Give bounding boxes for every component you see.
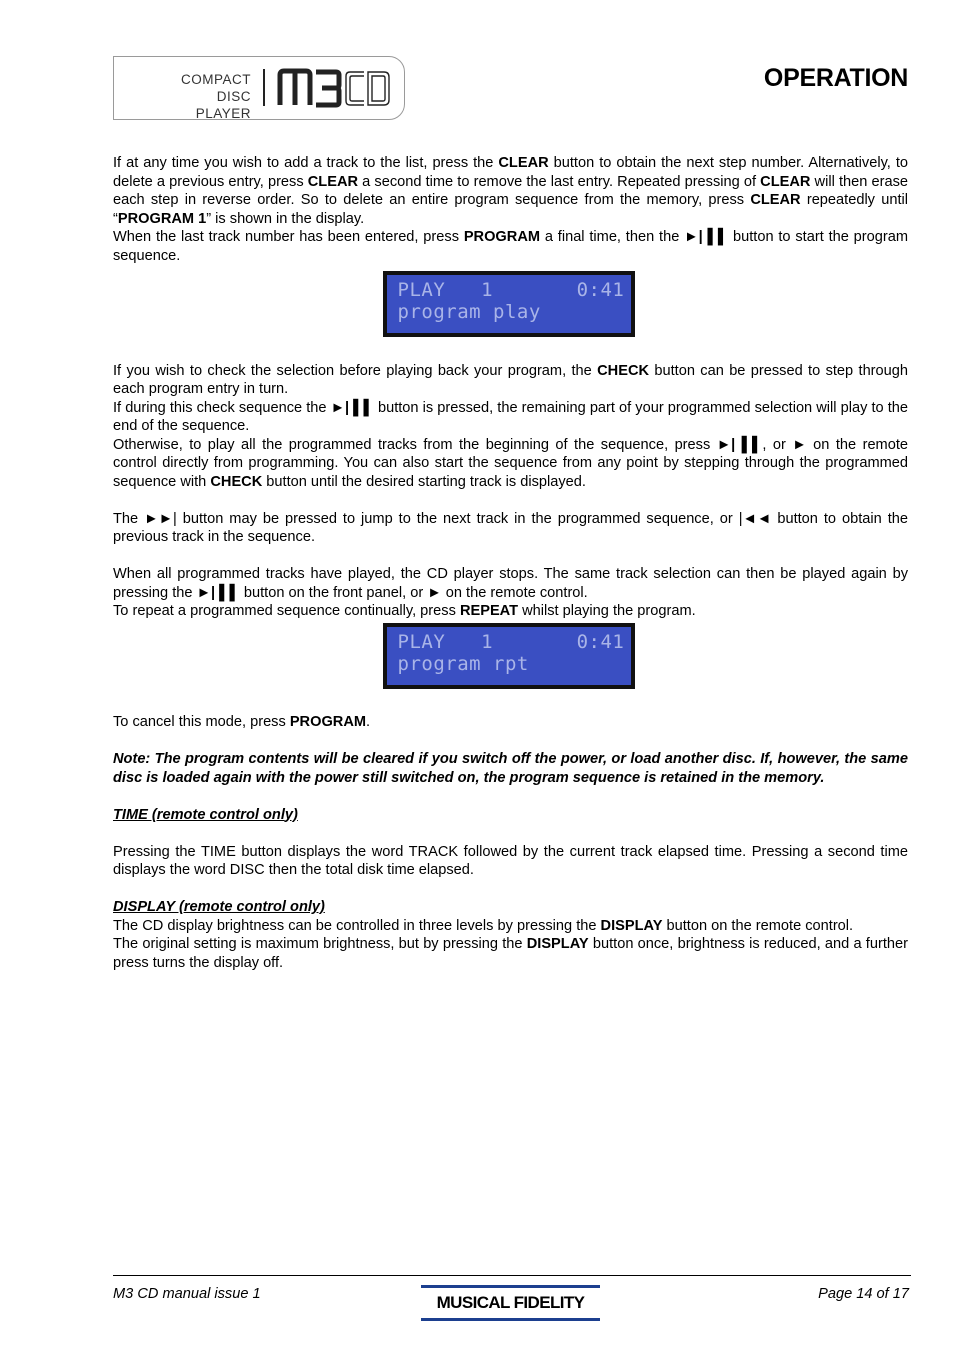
paragraph-clear: If at any time you wish to add a track to the list, press the CLEAR button to obtain the next step number. Alternatively, to delete a previous entry, press CLEAR a second time to remove the last entry. Repeated pressing of CLEAR will then erase each step in reverse order. So to delete an entire program sequence from the memory, press CLEAR repeatedly until “PROGRAM 1” is shown in the display. [113, 155, 908, 227]
brand-bottom-bar [421, 1318, 600, 1321]
play-pause-symbol: ►| ▌▌ [684, 229, 729, 245]
paragraph-check-play: If during this check sequence the ►| ▌▌ button is pressed, the remaining part of your programmed selection will play to the end of the sequence. [113, 399, 908, 434]
brand-logo [421, 1285, 600, 1321]
paragraph-play-all: Otherwise, to play all the programmed tracks from the beginning of the sequence, press ►| ▌▌, or ► on the remote control directly from programming. You can also start the sequence from any point by stepping through the programmed sequence with CHECK button until the desired starting track is displayed. [113, 436, 909, 490]
paragraph-skip: The ►►| button may be pressed to jump to the next track in the programmed sequence, or |◄◄ button to obtain the previous track in the sequence. [113, 510, 909, 545]
play-symbol: ► [792, 436, 807, 453]
logo-line1: COMPACT [181, 72, 251, 87]
display-paragraph-2: The original setting is maximum brightness, but by pressing the DISPLAY button once, brightness is reduced, and a further press turns the display off. [113, 936, 908, 971]
lcd-line2: program play [397, 301, 541, 323]
paragraph-repeat: To repeat a programmed sequence continually, press REPEAT whilst playing the program. [113, 603, 696, 619]
play-symbol: ► [427, 584, 442, 601]
display-heading: DISPLAY (remote control only) [113, 899, 325, 915]
next-track-symbol: ►►| [144, 510, 177, 527]
logo-line2: DISC PLAYER [195, 89, 251, 121]
time-heading: TIME (remote control only) [113, 806, 298, 823]
footer-manual-issue: M3 CD manual issue 1 [113, 1286, 261, 1302]
display-paragraph-1: The CD display brightness can be controlled in three levels by pressing the DISPLAY button on the remote control. [113, 917, 854, 934]
section-title: OPERATION [763, 64, 908, 92]
footer-divider [113, 1275, 911, 1276]
m3cd-logo-mark [276, 65, 396, 109]
lcd-line1: PLAY 1 0:41 [397, 279, 625, 301]
play-pause-symbol: ►| ▌▌ [330, 399, 374, 416]
paragraph-final-program: When the last track number has been entered, press PROGRAM a final time, then the ►| ▌▌ button to start the program sequence. [113, 229, 909, 264]
page-body [113, 154, 908, 972]
lcd-line1: PLAY 1 0:41 [397, 630, 625, 653]
previous-track-symbol: |◄◄ [738, 510, 772, 527]
paragraph-cancel: To cancel this mode, press PROGRAM. [113, 714, 371, 730]
logo-caption [166, 71, 251, 122]
brand-name: MUSICAL FIDELITY [436, 1293, 585, 1312]
logo-divider [263, 69, 265, 106]
note-paragraph: Note: The program contents will be cleared if you switch off the power, or load another disc. If, however, the same disc is loaded again with the power still switched on, the program sequence is retained in the memory. [113, 751, 908, 786]
paragraph-check: If you wish to check the selection before playing back your program, the CHECK button can be pressed to step through each program entry in turn. [113, 362, 909, 397]
lcd-display-program-rpt [113, 623, 908, 689]
lcd-display-program-play [113, 271, 908, 337]
lcd-line2: program rpt [397, 652, 529, 675]
paragraph-stop: When all programmed tracks have played, the CD player stops. The same track selection can then be played again by pressing the ►| ▌▌ button on the front panel, or ► on the remote control. [113, 566, 908, 601]
time-paragraph: Pressing the TIME button displays the word TRACK followed by the current track elapsed time. Pressing a second time displays the word DISC then the total disk time elapsed. [113, 843, 908, 878]
play-pause-symbol: ►| ▌▌ [196, 584, 240, 601]
page-number: Page 14 of 17 [818, 1286, 909, 1302]
brand-top-bar [421, 1285, 600, 1288]
play-pause-symbol: ►| ▌▌ [716, 436, 763, 453]
product-logo [113, 56, 405, 120]
